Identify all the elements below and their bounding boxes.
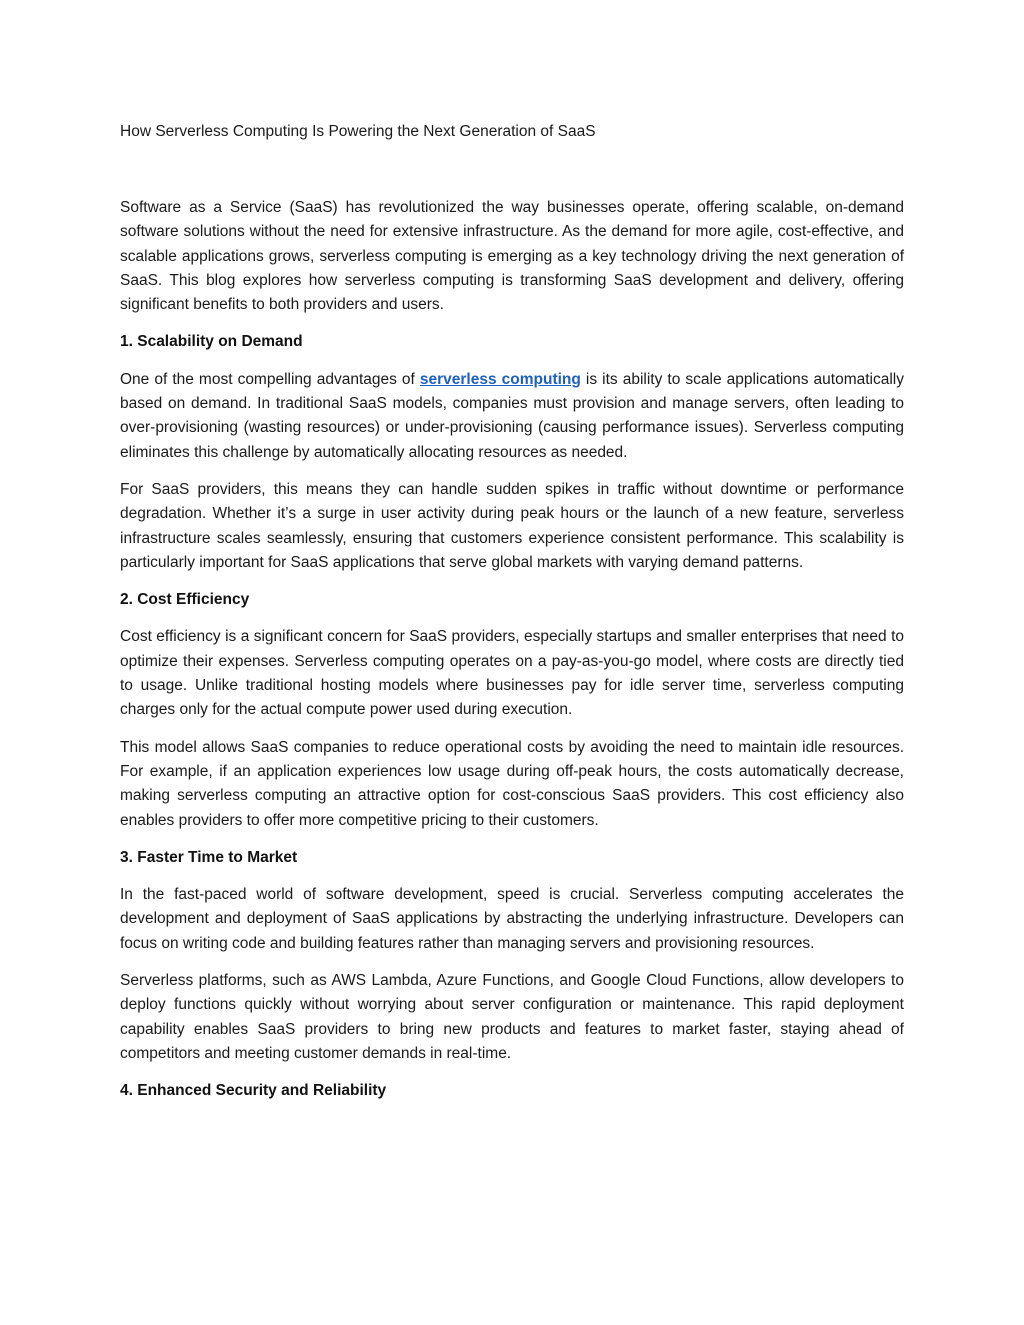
document-title: How Serverless Computing Is Powering the Next Generation of SaaS: [120, 123, 596, 140]
scalability-text-before-link: One of the most compelling advantages of: [120, 370, 420, 388]
time-to-market-paragraph-2: Serverless platforms, such as AWS Lambda, Azure Functions, and Google Cloud Functions, allow developers to deploy functions quickly without worrying about server configuration or maintenance. This rapid deployment capability enables SaaS providers to bring new products and features to market faster, staying ahead of competitors and meeting customer demands in real-time.: [120, 972, 904, 1062]
document-body: [120, 121, 904, 1117]
section-heading-time-to-market: 3. Faster Time to Market: [120, 848, 298, 866]
scalability-paragraph-1: [120, 368, 904, 465]
section-heading-scalability: 1. Scalability on Demand: [120, 333, 303, 351]
cost-efficiency-paragraph-1: Cost efficiency is a significant concern for SaaS providers, especially startups and smaller enterprises that need to optimize their expenses. Serverless computing operates on a pay-as-you-go model, where costs are directly tied to usage. Unlike traditional hosting models where businesses pay for idle server time, serverless computing charges only for the actual compute power used during execution.: [120, 628, 904, 719]
section-heading-security: 4. Enhanced Security and Reliability: [120, 1082, 387, 1100]
scalability-paragraph-2: For SaaS providers, this means they can handle sudden spikes in traffic without downtime or performance degradation. Whether it’s a surge in user activity during peak hours or the launch of a new feature, serverless infrastructure scales seamlessly, ensuring that customers experience consistent performance. This scalability is particularly important for SaaS applications that serve global markets with varying demand patterns.: [120, 480, 904, 571]
cost-efficiency-paragraph-2: This model allows SaaS companies to reduce operational costs by avoiding the need to maintain idle resources. For example, if an application experiences low usage during off-peak hours, the costs automatically decrease, making serverless computing an attractive option for cost-conscious SaaS providers. This cost efficiency also enables providers to offer more competitive pricing to their customers.: [120, 738, 904, 829]
serverless-computing-link[interactable]: serverless computing: [419, 370, 581, 388]
section-heading-cost-efficiency: 2. Cost Efficiency: [120, 591, 250, 609]
time-to-market-paragraph-1: In the fast-paced world of software development, speed is crucial. Serverless computing accelerates the development and deployment of SaaS applications by abstracting the underlying infrastructure. Developers can focus on writing code and building features rather than managing servers and provisioning resources.: [120, 886, 904, 952]
intro-paragraph: Software as a Service (SaaS) has revolutionized the way businesses operate, offering scalable, on-demand software solutions without the need for extensive infrastructure. As the demand for more agile, cost-effective, and scalable applications grows, serverless computing is emerging as a key technology driving the next generation of SaaS. This blog explores how serverless computing is transforming SaaS development and delivery, offering significant benefits to both providers and users.: [120, 199, 904, 314]
scalability-text-after-link: is its ability to scale applications automatically based on demand. In traditional SaaS models, companies must provision and manage servers, often leading to over-provisioning (wasting resources) or under-provisioning (causing performance issues). Serverless computing eliminates this challenge by automatically allocating resources as needed.: [120, 370, 904, 461]
